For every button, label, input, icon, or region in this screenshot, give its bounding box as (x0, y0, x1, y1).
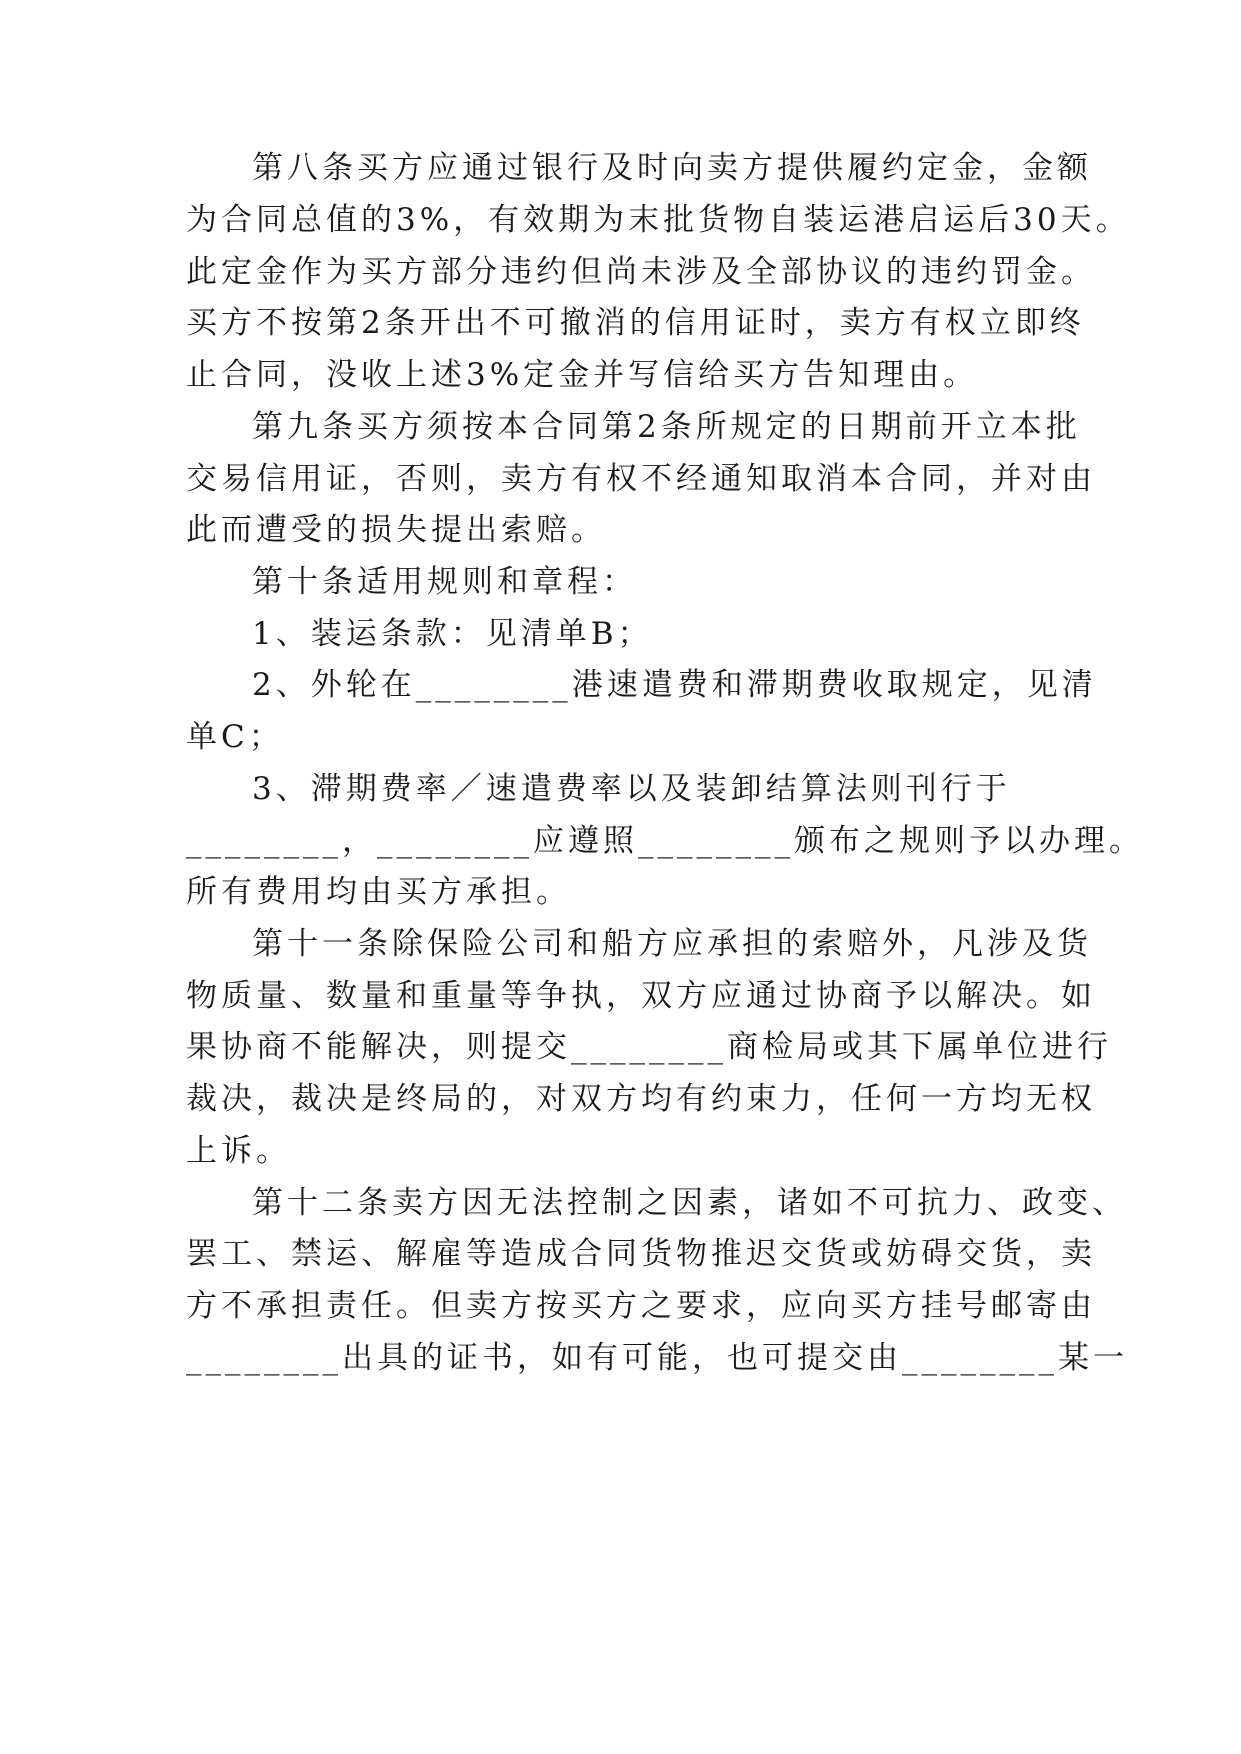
paragraph-11-line-4: 裁决，裁决是终局的，对双方均有约束力，任何一方均无权 (186, 1081, 1096, 1117)
paragraph-10-heading: 第十条适用规则和章程： (252, 564, 637, 600)
paragraph-8-line-5: 止合同，没收上述3%定金并写信给买方告知理由。 (186, 357, 979, 393)
paragraph-12-line-3: 方不承担责任。但卖方按买方之要求，应向买方挂号邮寄由 (186, 1288, 1096, 1324)
paragraph-11-line-5: 上诉。 (186, 1133, 291, 1169)
paragraph-11-line-1: 第十一条除保险公司和船方应承担的索赔外，凡涉及货 (252, 926, 1092, 962)
paragraph-8-line-2: 为合同总值的3%，有效期为末批货物自装运港启运后30天。 (186, 202, 1131, 238)
paragraph-10-item-3-line-3: 所有费用均由买方承担。 (186, 874, 571, 910)
paragraph-10-item-1: 1、装运条款：见清单B； (252, 616, 653, 652)
paragraph-10-item-2-line-2: 单C； (186, 719, 284, 755)
paragraph-8-line-1: 第八条买方应通过银行及时向卖方提供履约定金，金额 (252, 150, 1092, 186)
paragraph-10-item-3-line-1: 3、滞期费率／速遣费率以及装卸结算法则刊行于 (252, 771, 1011, 807)
paragraph-9-line-1: 第九条买方须按本合同第2条所规定的日期前开立本批 (252, 409, 1081, 445)
paragraph-11-line-3: 果协商不能解决，则提交________商检局或其下属单位进行 (186, 1029, 1112, 1065)
paragraph-8-line-3: 此定金作为买方部分违约但尚未涉及全部协议的违约罚金。 (186, 254, 1096, 290)
paragraph-12-line-2: 罢工、禁运、解雇等造成合同货物推迟交货或妨碍交货，卖 (186, 1236, 1096, 1272)
paragraph-11-line-2: 物质量、数量和重量等争执，双方应通过协商予以解决。如 (186, 978, 1096, 1014)
paragraph-9-line-3: 此而遭受的损失提出索赔。 (186, 512, 606, 548)
paragraph-10-item-3-line-2: ________，________应遵照________颁布之规则予以办理。 (186, 823, 1144, 859)
paragraph-10-item-2-line-1: 2、外轮在________港速遣费和滞期费收取规定，见清 (252, 667, 1097, 703)
paragraph-12-line-1: 第十二条卖方因无法控制之因素，诸如不可抗力、政变、 (252, 1185, 1127, 1221)
paragraph-8-line-4: 买方不按第2条开出不可撤消的信用证时，卖方有权立即终 (186, 305, 1085, 341)
paragraph-9-line-2: 交易信用证，否则，卖方有权不经通知取消本合同，并对由 (186, 461, 1096, 497)
paragraph-12-line-4: ________出具的证书，如有可能，也可提交由________某一 (186, 1340, 1128, 1376)
